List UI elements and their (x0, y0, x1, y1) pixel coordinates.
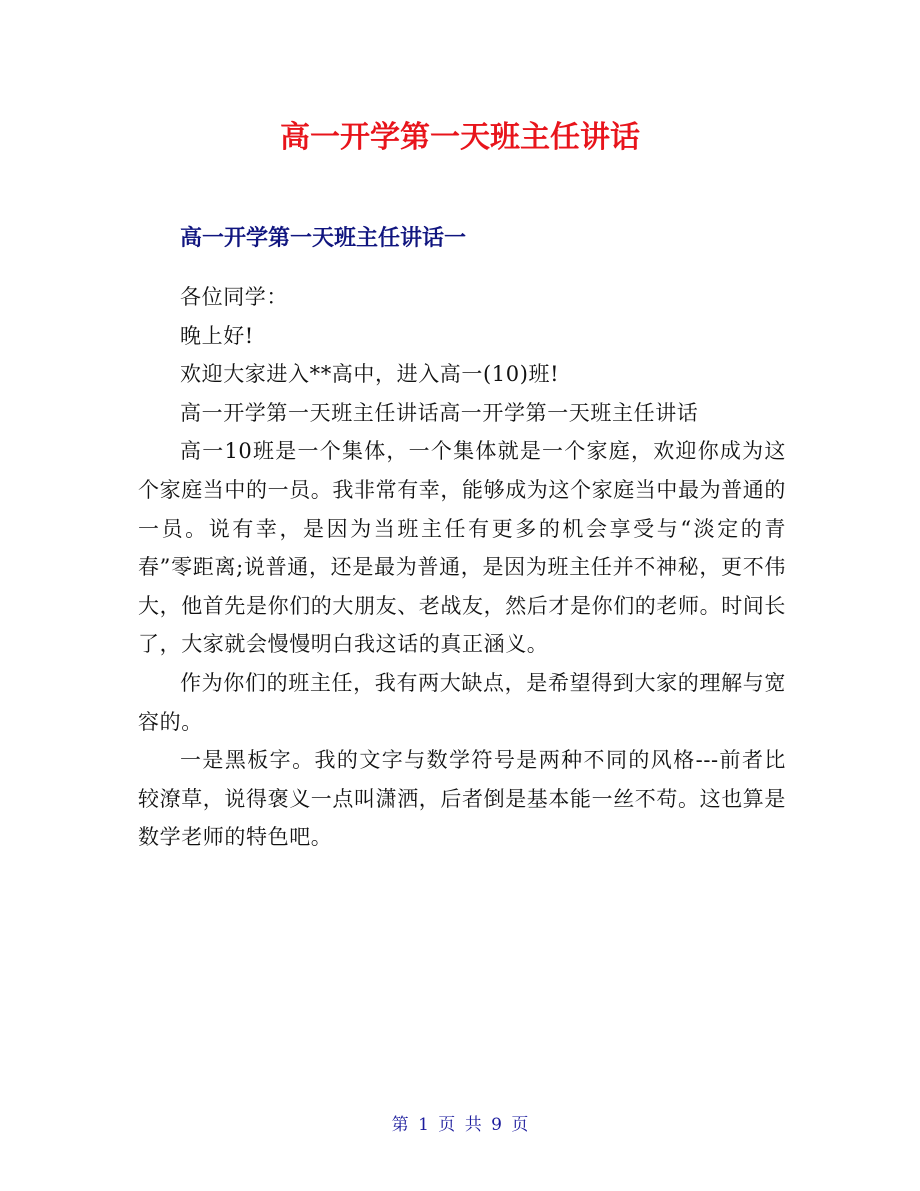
paragraph-good-evening: 晚上好! (180, 323, 254, 348)
page-number-footer: 第 1 页 共 9 页 (391, 1115, 529, 1135)
paragraph-two-shortcomings: 作为你们的班主任，我有两大缺点，是希望得到大家的理解与宽容的。 (138, 670, 786, 734)
paragraph-welcome: 欢迎大家进入**高中，进入高一(10)班! (180, 362, 560, 387)
paragraph-blackboard: 一是黑板字。我的文字与数学符号是两种不同的风格---前者比较潦草，说得褒义一点叫潇洒，后者倒是基本能一丝不苟。这也算是数学老师的特色吧。 (138, 748, 786, 850)
document-title: 高一开学第一天班主任讲话 (280, 120, 640, 155)
paragraph-class-family: 高一10班是一个集体，一个集体就是一个家庭，欢迎你成为这个家庭当中的一员。我非常有幸，能够成为这个家庭当中最为普通的一员。说有幸，是因为当班主任有更多的机会享受与“淡定的青春”零距离;说普通，还是最为普通，是因为班主任并不神秘，更不伟大，他首先是你们的大朋友、老战友，然后才是你们的老师。时间长了，大家就会慢慢明白我这话的真正涵义。 (138, 439, 786, 657)
section-heading: 高一开学第一天班主任讲话一 (180, 226, 467, 251)
document-body (138, 278, 786, 857)
paragraph-greeting: 各位同学： (180, 285, 288, 309)
paragraph-repeat-title: 高一开学第一天班主任讲话高一开学第一天班主任讲话 (180, 400, 699, 425)
